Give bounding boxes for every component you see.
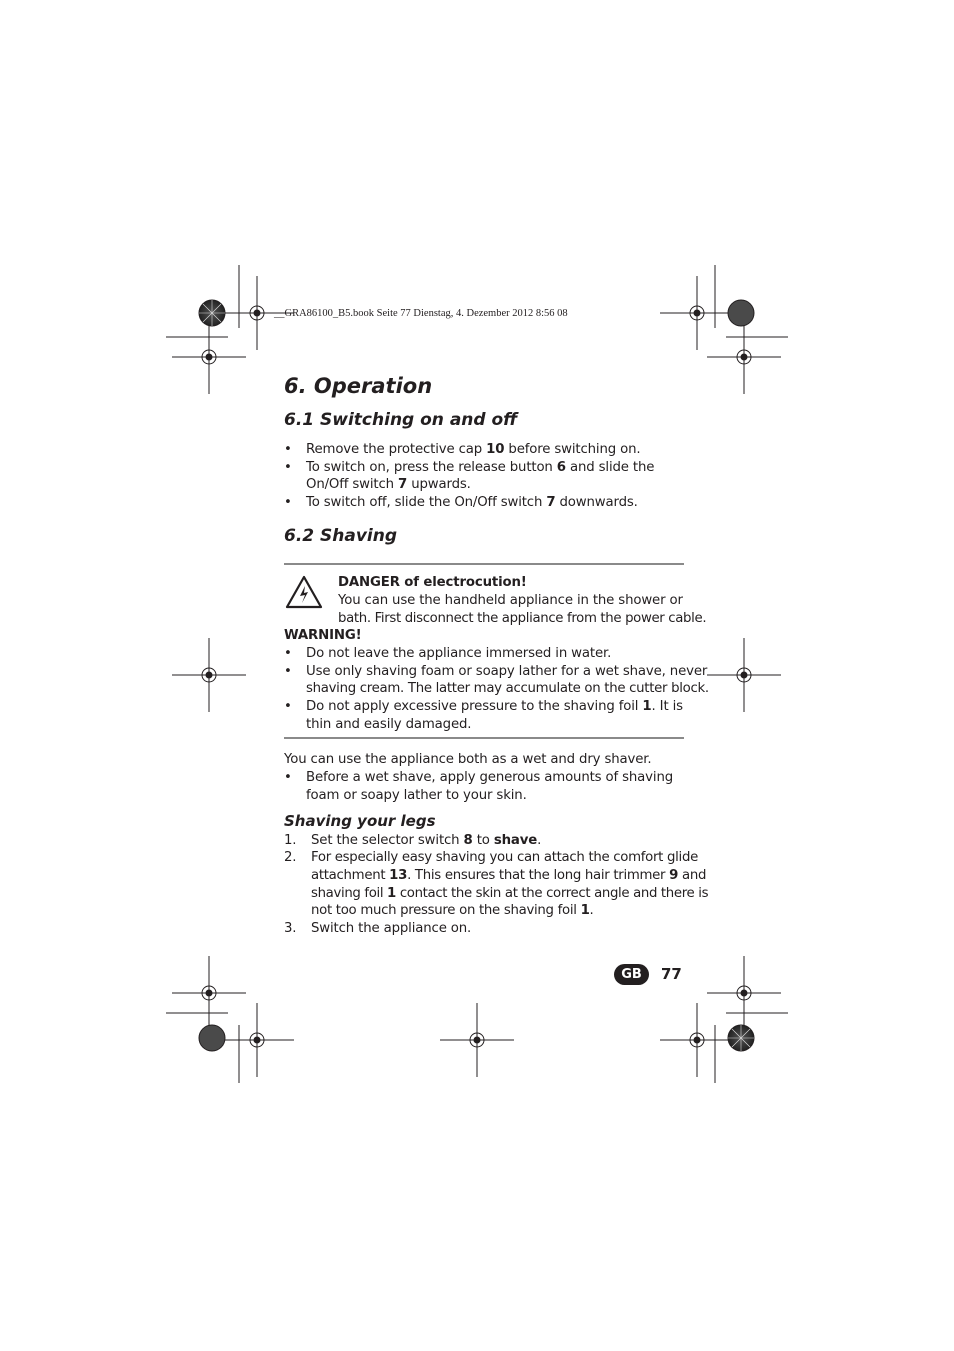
language-badge: GB xyxy=(614,964,649,985)
step-number: 2. xyxy=(284,850,297,865)
subsection-title-shaving: 6.2 Shaving xyxy=(284,526,398,546)
list-item-text: Remove the protective cap 10 before switching on. xyxy=(306,442,641,457)
bullet-dot: • xyxy=(284,699,292,714)
bullet-dot: • xyxy=(284,646,292,661)
list-item-text: Use only shaving foam or soapy lather for a wet shave, never xyxy=(306,664,708,679)
list-item-text: To switch off, slide the On/Off switch 7 downwards. xyxy=(306,495,638,510)
bullet-dot: • xyxy=(284,460,292,475)
print-slug-line: __GRA86100_B5.book Seite 77 Dienstag, 4. Dezember 2012 8:56 08 xyxy=(274,308,568,319)
warning-box-top-rule xyxy=(284,563,684,565)
step-text: Switch the appliance on. xyxy=(311,921,472,936)
step-number: 3. xyxy=(284,921,297,936)
list-item-text: shaving cream. The latter may accumulate on the cutter block. xyxy=(306,681,709,696)
bullet-dot: • xyxy=(284,664,292,679)
danger-title: DANGER of electrocution! xyxy=(338,575,527,590)
step-text: not too much pressure on the shaving foil 1. xyxy=(311,903,594,918)
list-item-text: Do not leave the appliance immersed in water. xyxy=(306,646,612,661)
warning-box-bottom-rule xyxy=(284,737,684,739)
warning-title: WARNING! xyxy=(284,628,362,643)
danger-text-line: bath. First disconnect the appliance from the power cable. xyxy=(338,611,707,626)
bullet-dot: • xyxy=(284,770,292,785)
step-text: shaving foil 1 contact the skin at the correct angle and there is xyxy=(311,886,709,901)
paragraph: You can use the appliance both as a wet and dry shaver. xyxy=(284,752,652,767)
list-item-text: foam or soapy lather to your skin. xyxy=(306,788,527,803)
step-text: Set the selector switch 8 to shave. xyxy=(311,833,542,848)
list-item-text: To switch on, press the release button 6 and slide the xyxy=(306,460,655,475)
bullet-dot: • xyxy=(284,495,292,510)
list-item-text: On/Off switch 7 upwards. xyxy=(306,477,471,492)
subheading-shaving-legs: Shaving your legs xyxy=(284,812,436,830)
step-text: For especially easy shaving you can attach the comfort glide xyxy=(311,850,698,865)
bullet-dot: • xyxy=(284,442,292,457)
list-item-text: thin and easily damaged. xyxy=(306,717,472,732)
list-item-text: Before a wet shave, apply generous amounts of shaving xyxy=(306,770,674,785)
step-number: 1. xyxy=(284,833,297,848)
subsection-title-switching: 6.1 Switching on and off xyxy=(284,410,518,430)
section-title: 6. Operation xyxy=(284,374,433,398)
step-text: attachment 13. This ensures that the long hair trimmer 9 and xyxy=(311,868,707,883)
danger-text-line: You can use the handheld appliance in the shower or xyxy=(338,593,683,608)
list-item-text: Do not apply excessive pressure to the shaving foil 1. It is xyxy=(306,699,683,714)
electric-hazard-icon xyxy=(285,575,323,609)
page-number: 77 xyxy=(661,965,682,983)
